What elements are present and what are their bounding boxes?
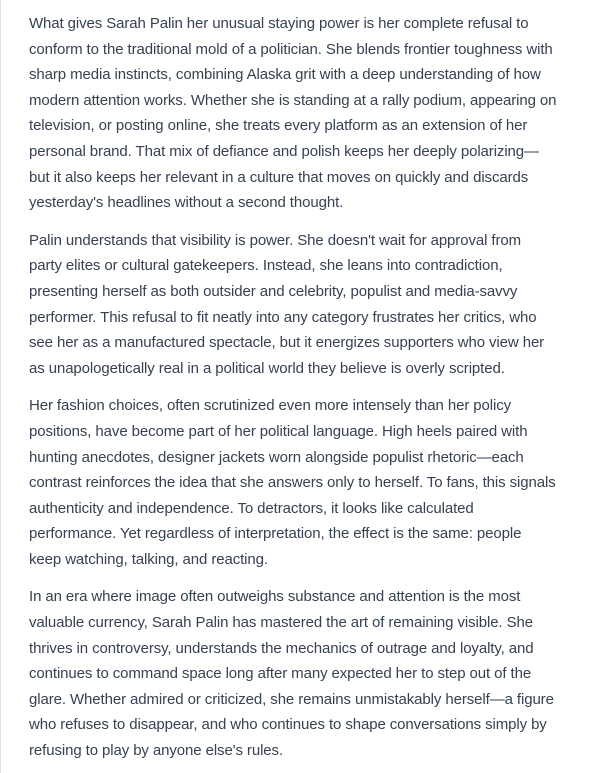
- text-line: television, or posting online, she treats every platform as an extension of her: [29, 117, 528, 135]
- text-line: continues to command space long after many expected her to step out of the: [29, 665, 532, 683]
- text-line: refusing to play by anyone else's rules.: [29, 742, 284, 760]
- text-line: contrast reinforces the idea that she answers only to herself. To fans, this signals: [29, 474, 556, 492]
- text-line: authenticity and independence. To detractors, it looks like calculated: [29, 499, 474, 517]
- text-line: performance. Yet regardless of interpretation, the effect is the same: people: [29, 525, 522, 543]
- paragraph: [29, 393, 600, 572]
- paragraph: [29, 228, 600, 382]
- text-line: as unapologetically real in a political world they believe is overly scripted.: [29, 359, 505, 377]
- text-line: keep watching, talking, and reacting.: [29, 550, 268, 568]
- text-line: conform to the traditional mold of a politician. She blends frontier toughness with: [29, 40, 553, 58]
- text-line: Her fashion choices, often scrutinized even more intensely than her policy: [29, 397, 512, 415]
- text-line: glare. Whether admired or criticized, she remains unmistakably herself—a figure: [29, 690, 554, 708]
- article-body: [29, 11, 600, 764]
- text-line: see her as a manufactured spectacle, but it energizes supporters who view her: [29, 334, 545, 352]
- text-line: hunting anecdotes, designer jackets worn alongside populist rhetoric—each: [29, 448, 524, 466]
- text-line: sharp media instincts, combining Alaska grit with a deep understanding of how: [29, 66, 541, 84]
- text-line: In an era where image often outweighs substance and attention is the most: [29, 588, 521, 606]
- text-line: presenting herself as both outsider and celebrity, populist and media-savvy: [29, 282, 518, 300]
- text-line: performer. This refusal to fit neatly into any category frustrates her critics, who: [29, 308, 537, 326]
- text-line: yesterday's headlines without a second thought.: [29, 194, 344, 212]
- paragraph: [29, 584, 600, 763]
- text-line: but it also keeps her relevant in a culture that moves on quickly and discards: [29, 168, 529, 186]
- text-line: who refuses to disappear, and who continues to shape conversations simply by: [29, 716, 547, 734]
- text-line: positions, have become part of her political language. High heels paired with: [29, 422, 528, 440]
- text-line: modern attention works. Whether she is standing at a rally podium, appearing on: [29, 91, 557, 109]
- text-line: party elites or cultural gatekeepers. Instead, she leans into contradiction,: [29, 257, 503, 275]
- text-line: personal brand. That mix of defiance and polish keeps her deeply polarizing—: [29, 142, 539, 160]
- text-line: thrives in controversy, understands the mechanics of outrage and loyalty, and: [29, 639, 534, 657]
- text-line: What gives Sarah Palin her unusual staying power is her complete refusal to: [29, 15, 529, 32]
- text-line: valuable currency, Sarah Palin has mastered the art of remaining visible. She: [29, 614, 533, 632]
- text-line: Palin understands that visibility is power. She doesn't wait for approval from: [29, 231, 521, 249]
- paragraph: [29, 11, 600, 216]
